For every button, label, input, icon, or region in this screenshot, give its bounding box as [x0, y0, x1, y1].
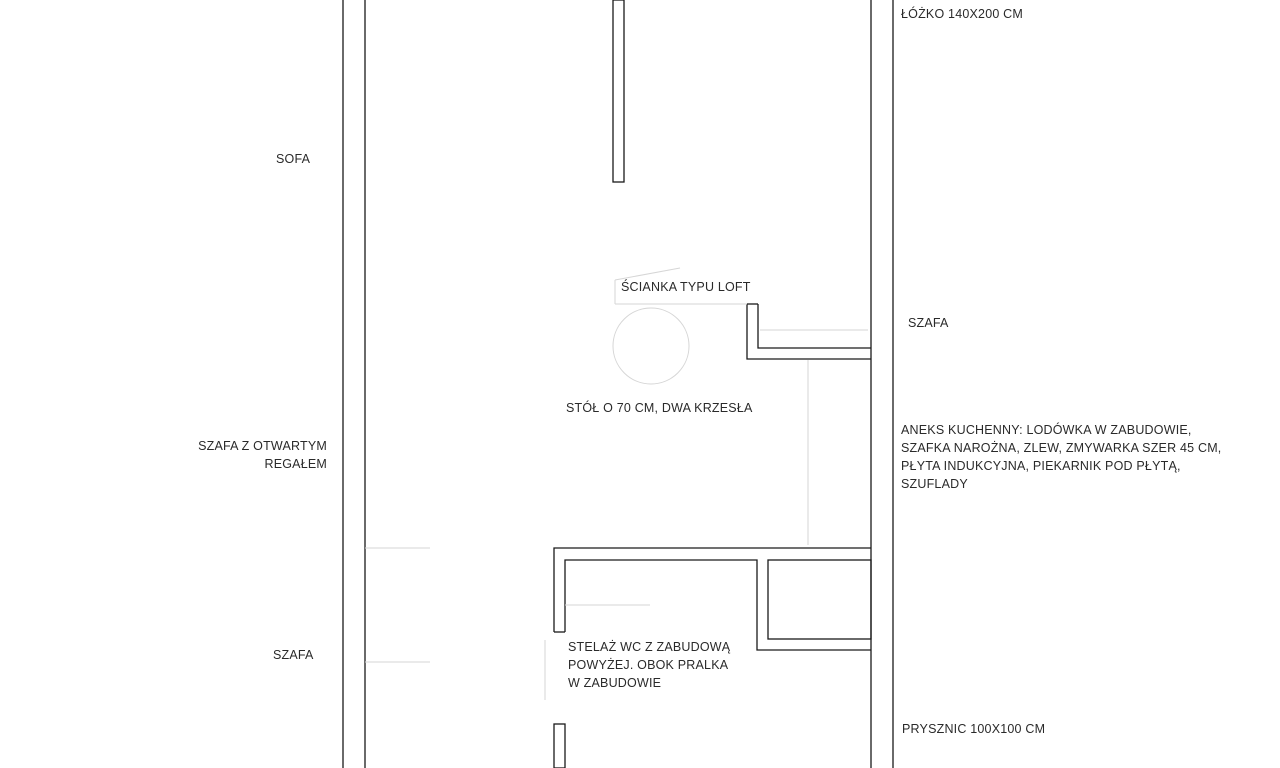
label-wc: STELAŻ WC Z ZABUDOWĄ POWYŻEJ. OBOK PRALKA W ZABUDOWIE — [568, 640, 731, 690]
label-bed: ŁÓŻKO 140X200 CM — [901, 7, 1024, 21]
table-outline — [613, 308, 689, 384]
kitchen-cabinet-block — [768, 560, 871, 639]
label-table: STÓŁ O 70 CM, DWA KRZESŁA — [566, 401, 753, 415]
label-wardrobe-shelf: SZAFA Z OTWARTYM REGAŁEM — [198, 439, 327, 471]
label-shower: PRYSZNIC 100X100 CM — [902, 722, 1046, 736]
wardrobe-wall-right — [747, 304, 871, 359]
bathroom-wall-lower — [554, 724, 565, 768]
label-sofa: SOFA — [276, 152, 311, 166]
wardrobe-wall-right-inner — [758, 304, 871, 348]
label-kitchen: ANEKS KUCHENNY: LODÓWKA W ZABUDOWIE, SZAFKA NAROŻNA, ZLEW, ZMYWARKA SZER 45 CM, PŁYTA INDUKCYJNA, PIEKARNIK POD PŁYTĄ, SZUFLADY — [901, 423, 1222, 491]
label-wardrobe-left: SZAFA — [273, 648, 314, 662]
label-wardrobe-right: SZAFA — [908, 316, 949, 330]
label-loft-wall: ŚCIANKA TYPU LOFT — [621, 280, 751, 294]
loft-partition — [613, 0, 624, 182]
